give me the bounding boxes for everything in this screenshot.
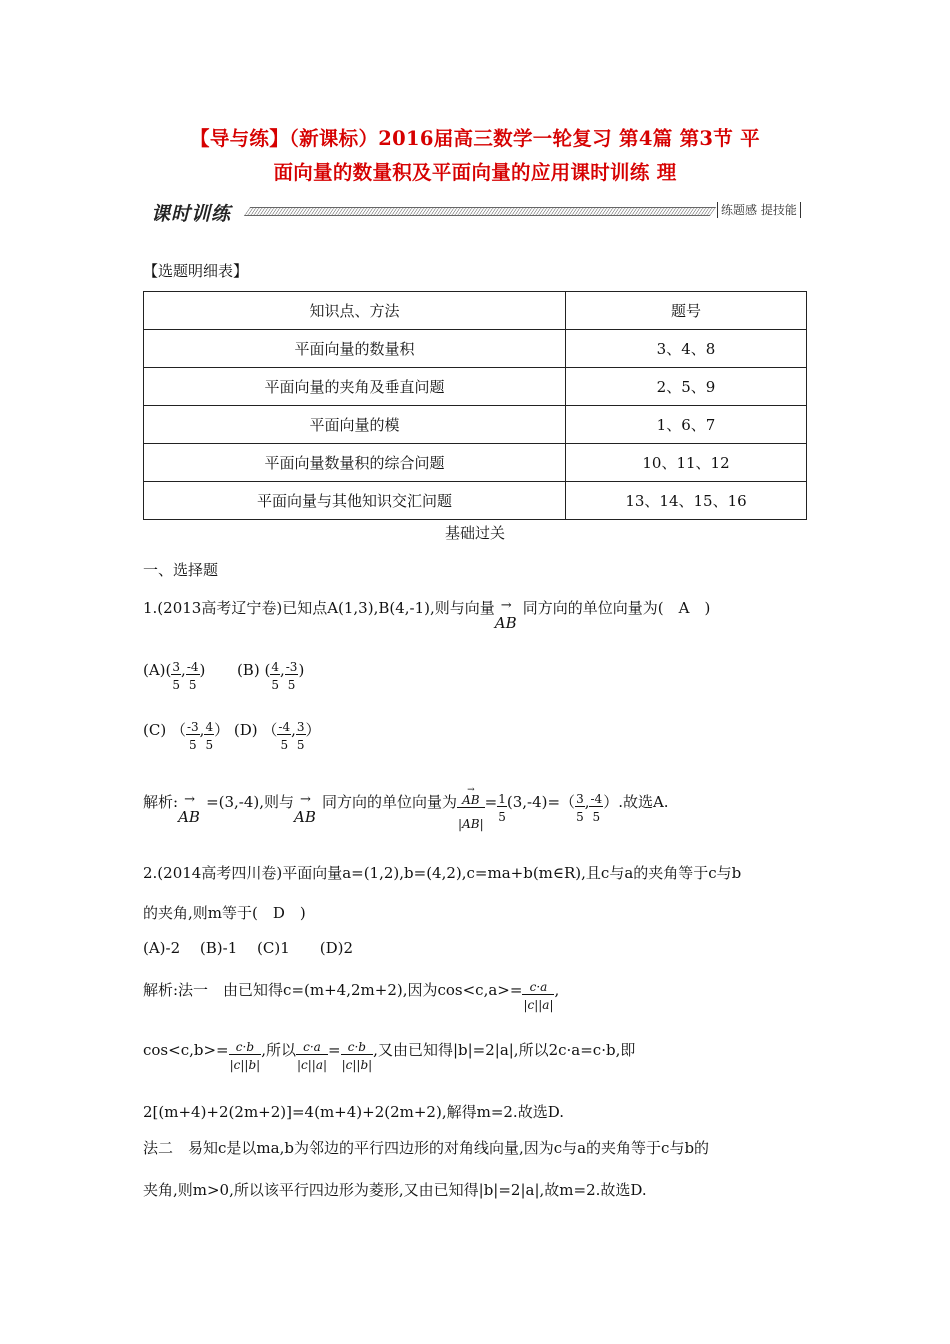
vector-label: AB <box>494 614 517 632</box>
frac-num: c·b <box>341 1041 374 1055</box>
option-b: (B) ( $\frac{4}{5}$ , $\frac{-3}{5}$ ) <box>236 660 305 692</box>
question-2-solution-5: 夹角,则m>0,所以该平行四边形为菱形,又由已知得|b|=2|a|,故m=2.故选D. <box>143 1181 647 1199</box>
frac-den: |AB| <box>458 817 484 831</box>
frac-num: -3 <box>285 660 298 674</box>
frac-den: 5 <box>287 678 296 692</box>
frac-den: |c||b| <box>229 1058 261 1072</box>
unit-vector-fraction: → AB |AB| <box>458 785 484 831</box>
table-cell: 平面向量数量积的综合问题 <box>144 444 566 482</box>
frac-den: 5 <box>189 738 197 752</box>
question-2-options: (A)-2 (B)-1 (C)1 (D)2 <box>143 939 354 957</box>
table-cell: 平面向量与其他知识交汇问题 <box>144 482 566 520</box>
question-1-options-ab <box>143 660 304 691</box>
question-2-line-1: 2.(2014高考四川卷)平面向量a=(1,2),b=(4,2),c=ma+b(m∈R),且c与a的夹角等于c与b <box>143 864 742 882</box>
frac-num: c·a <box>296 1041 328 1055</box>
frac-num: 3 <box>296 720 305 734</box>
table-caption: 【选题明细表】 <box>143 262 249 280</box>
table-header-row <box>144 292 807 330</box>
option-a: (A)( $\frac{3}{5}$ , $\frac{-4}{5}$ ) <box>143 660 206 692</box>
part-heading: 一、选择题 <box>143 561 219 579</box>
frac-den: |c||a| <box>523 998 554 1012</box>
table-row <box>144 368 807 406</box>
table-cell: 平面向量的数量积 <box>144 330 566 368</box>
frac-num: c·a <box>522 981 554 995</box>
title-line-2: 面向量的数量积及平面向量的应用课时训练 理 <box>273 161 677 184</box>
table-cell: 平面向量的模 <box>144 406 566 444</box>
frac-num: 4 <box>271 660 279 674</box>
vector-ab: → AB <box>494 598 517 632</box>
fraction-ca <box>296 1041 328 1072</box>
table-cell: 3、4、8 <box>566 330 807 368</box>
frac-den: 5 <box>205 738 214 752</box>
frac-num: -3 <box>186 720 199 734</box>
frac-num: 4 <box>205 720 214 734</box>
q1-stem-a: 1.(2013高考辽宁卷)已知点A(1,3),B(4,-1),则与向量 <box>143 599 495 617</box>
frac-num: c·b <box>229 1041 262 1055</box>
fraction-cb <box>229 1041 262 1072</box>
option-c-label: (C) <box>143 721 167 739</box>
table-cell: 平面向量的夹角及垂直问题 <box>144 368 566 406</box>
option-c: (C) （ $\frac{-3}{5}$ , $\frac{4}{5}$ ） <box>143 720 230 752</box>
question-1-options-cd <box>143 720 321 751</box>
solution-conclusion: .故选A. <box>618 793 669 811</box>
option-d: (D) （ $\frac{-4}{5}$ , $\frac{3}{5}$ ） <box>233 720 321 752</box>
question-1-stem <box>143 598 711 632</box>
table-cell: 13、14、15、16 <box>566 482 807 520</box>
question-2-solution-3: 2[(m+4)+2(2m+2)]=4(m+4)+2(2m+2),解得m=2.故选D. <box>143 1103 564 1121</box>
table-header-cell: 题号 <box>566 292 807 330</box>
solution-text: , <box>554 981 560 999</box>
frac-den: 5 <box>576 810 584 824</box>
frac-den: |c||b| <box>341 1058 373 1072</box>
frac-num: 1 <box>498 792 506 806</box>
question-2-solution-2 <box>143 1040 635 1071</box>
table-cell: 1、6、7 <box>566 406 807 444</box>
document-title <box>120 122 830 190</box>
frac-num: -4 <box>590 792 603 806</box>
banner-title: 课时训练 <box>151 203 232 225</box>
question-2-solution-4: 法二 易知c是以ma,b为邻边的平行四边形的对角线向量,因为c与a的夹角等于c与b的 <box>143 1139 710 1157</box>
option-a-label: (A) <box>143 661 166 679</box>
vector-ab: → AB <box>294 792 316 826</box>
table-header-cell: 知识点、方法 <box>144 292 566 330</box>
frac-den: 5 <box>280 738 289 752</box>
option-b-label: (B) <box>236 661 260 679</box>
vector-ab: → AB <box>178 792 200 826</box>
frac-den: 5 <box>498 810 506 824</box>
vector-label: AB <box>178 808 200 826</box>
practice-banner <box>143 198 818 228</box>
table-cell: 2、5、9 <box>566 368 807 406</box>
frac-den: 5 <box>296 738 305 752</box>
frac-num: -4 <box>186 660 199 674</box>
table-row <box>144 482 807 520</box>
question-2-line-2: 的夹角,则m等于( D ) <box>143 904 306 922</box>
fraction-cb <box>341 1041 374 1072</box>
banner-tag: 练题感 提技能 <box>717 202 801 218</box>
option-d-label: (D) <box>233 721 258 739</box>
one-fifth <box>497 793 507 824</box>
table-cell: 10、11、12 <box>566 444 807 482</box>
q1-stem-b: 同方向的单位向量为( A ) <box>522 599 711 617</box>
question-2-solution-1 <box>143 980 559 1011</box>
solution-text: =(3,-4),则与 <box>206 793 295 811</box>
vector-label: AB <box>294 808 316 826</box>
solution-text: 同方向的单位向量为 <box>322 793 458 811</box>
question-1-solution: 解析: → AB =(3,-4),则与 → AB 同方向的单位向量为 → AB |AB| = $\frac{1}{5}$ (3,-4)=（ $\frac{3}{5}$ , $\frac{-4}{5}$ ）.故选A. <box>143 785 669 831</box>
solution-label: 解析: <box>143 793 179 811</box>
frac-num: -4 <box>278 720 291 734</box>
frac-num: 3 <box>576 792 584 806</box>
frac-den: 5 <box>592 810 601 824</box>
frac-den: 5 <box>172 678 181 692</box>
solution-text: 解析:法一 由已知得c=(m+4,2m+2),因为cos<c,a>= <box>143 981 523 999</box>
frac-den: |c||a| <box>296 1058 328 1072</box>
table-row <box>144 330 807 368</box>
section-heading: 基础过关 <box>444 524 505 542</box>
frac-num: 3 <box>172 660 181 674</box>
equals-sign: = <box>328 1041 341 1059</box>
topic-table <box>143 291 807 520</box>
table-row <box>144 406 807 444</box>
frac-num: AB <box>457 794 485 808</box>
table-row <box>144 444 807 482</box>
banner-rule <box>244 207 716 216</box>
frac-den: 5 <box>188 678 197 692</box>
solution-text: cos<c,b>= <box>143 1041 229 1059</box>
frac-den: 5 <box>271 678 279 692</box>
title-line-1: 【导与练】（新课标）2016届高三数学一轮复习 第4篇 第3节 平 <box>190 127 760 150</box>
solution-text: (3,-4)= <box>506 793 561 811</box>
fraction-ca <box>522 981 554 1012</box>
solution-text: ,又由已知得|b|=2|a|,所以2c·a=c·b,即 <box>373 1041 636 1059</box>
solution-text: ,所以 <box>261 1041 296 1059</box>
equals-sign: = <box>484 793 498 811</box>
